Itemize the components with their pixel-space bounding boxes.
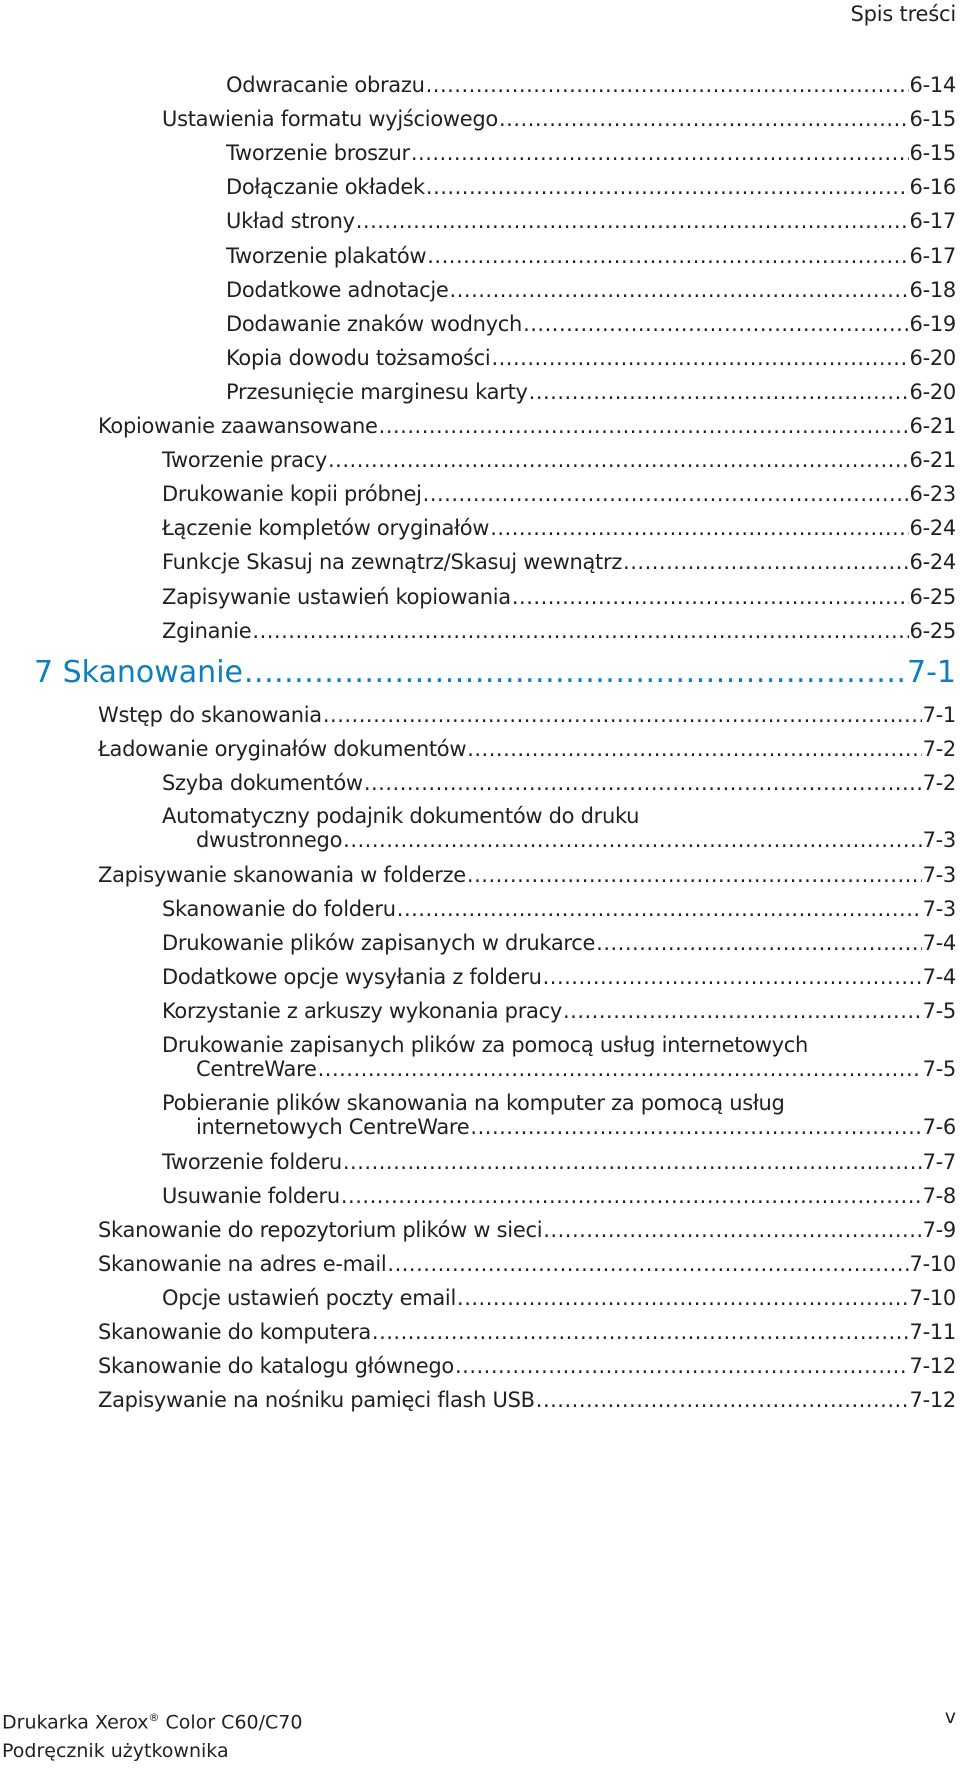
- toc-entry-line: [162, 890, 956, 928]
- toc-entry-line: [162, 1115, 956, 1139]
- toc-entry-title: Ustawienia formatu wyjściowego: [162, 107, 498, 132]
- toc-entry-page: 7-6: [922, 1114, 956, 1139]
- toc-entry-title: Tworzenie folderu: [162, 1149, 342, 1174]
- toc-dot-leader: [470, 1115, 921, 1139]
- toc-entry-line: [226, 168, 956, 206]
- toc-entry-line: [162, 1143, 956, 1181]
- toc-dot-leader: [341, 1177, 922, 1215]
- toc-entry-page: 6-15: [909, 141, 956, 166]
- toc-entry-page: 6-15: [909, 107, 956, 132]
- toc-entry[interactable]: [162, 100, 956, 138]
- toc-dot-leader: [244, 654, 906, 692]
- toc-dot-leader: [467, 730, 921, 768]
- toc-entry-title: Korzystanie z arkuszy wykonania pracy: [162, 999, 562, 1024]
- toc-dot-leader: [491, 339, 908, 377]
- toc-entry[interactable]: [162, 958, 956, 996]
- toc-entry-title: dwustronnego: [196, 828, 343, 853]
- toc-dot-leader: [318, 1057, 922, 1081]
- toc-entry-title: Dołączanie okładek: [226, 175, 425, 200]
- footer-page-number: v: [944, 1706, 956, 1728]
- toc-entry-line: [226, 202, 956, 240]
- toc-entry-line: [226, 237, 956, 275]
- toc-entry-page: 6-21: [909, 414, 956, 438]
- toc-entry-line: [162, 509, 956, 547]
- toc-entry[interactable]: [162, 804, 956, 852]
- toc-entry-line: [162, 828, 956, 852]
- toc-dot-leader: [543, 1211, 921, 1249]
- toc-dot-leader: [450, 271, 909, 309]
- toc-entry-title: Opcje ustawień poczty email: [162, 1285, 457, 1310]
- toc-entry-title: Kopia dowodu tożsamości: [226, 345, 491, 370]
- toc-entry[interactable]: [226, 237, 956, 275]
- toc-entry[interactable]: [162, 1177, 956, 1215]
- toc-entry-page: 6-14: [909, 73, 956, 97]
- toc-dot-leader: [596, 924, 921, 962]
- toc-dot-leader: [343, 828, 921, 852]
- footer-product: [2, 1703, 302, 1766]
- toc-entry-page: 7-2: [922, 736, 956, 761]
- toc-entry-line: [162, 992, 956, 1030]
- toc-entry[interactable]: [162, 578, 956, 616]
- toc-entry-title: Skanowanie do folderu: [162, 897, 396, 922]
- toc-entry[interactable]: [162, 1143, 956, 1181]
- toc-entry-title: Dodatkowe opcje wysyłania z folderu: [162, 965, 542, 990]
- toc-entry-title: internetowych CentreWare: [196, 1114, 470, 1139]
- toc-entry[interactable]: [226, 305, 956, 343]
- toc-dot-leader: [252, 612, 908, 650]
- toc-entry[interactable]: [98, 1347, 956, 1385]
- toc-entry-line: [162, 924, 956, 962]
- toc-entry[interactable]: [226, 373, 956, 411]
- toc-entry-page: 7-7: [922, 1149, 956, 1174]
- toc-entry-title: Ładowanie oryginałów dokumentów: [98, 736, 467, 761]
- toc-entry[interactable]: [162, 1279, 956, 1317]
- toc-entry-page: 6-24: [909, 516, 956, 541]
- toc-entry-title: Funkcje Skasuj na zewnątrz/Skasuj wewnątrz: [162, 550, 623, 575]
- toc-entry-title: Usuwanie folderu: [162, 1183, 340, 1208]
- toc-entry-page: 7-1: [922, 702, 956, 727]
- toc-entry-title: Skanowanie na adres e-mail: [98, 1251, 387, 1276]
- toc-entry-title-line1: Pobieranie plików skanowania na komputer za pomocą usług: [162, 1090, 785, 1115]
- toc-entry-page: 7-12: [909, 1354, 956, 1379]
- toc-entry-page: 6-17: [909, 209, 956, 234]
- toc-dot-leader: [372, 1313, 909, 1351]
- toc-entry-title: 7 Skanowanie: [34, 654, 243, 690]
- footer-product-model: Color C60/C70: [159, 1711, 303, 1734]
- toc-dot-leader: [364, 764, 922, 802]
- toc-entry-title-line1: Drukowanie zapisanych plików za pomocą usług internetowych: [162, 1032, 809, 1057]
- toc-entry[interactable]: [226, 339, 956, 377]
- toc-entry-line: [162, 1177, 956, 1215]
- toc-entry-title: Zginanie: [162, 618, 252, 643]
- toc-entry-page: 6-25: [909, 618, 956, 643]
- toc-entry[interactable]: [162, 543, 956, 581]
- toc-entry[interactable]: [162, 475, 956, 513]
- toc-entry-title: Kopiowanie zaawansowane: [98, 414, 378, 438]
- toc-entry-page: 7-11: [909, 1320, 956, 1344]
- toc-entry-title: Tworzenie pracy: [162, 448, 327, 473]
- toc-entry-line: [98, 730, 956, 768]
- toc-entry-title: Dodawanie znaków wodnych: [226, 311, 523, 336]
- toc-entry[interactable]: [98, 1245, 956, 1283]
- toc-entry-line: [226, 373, 956, 411]
- toc-entry-line: [226, 339, 956, 377]
- toc-entry[interactable]: [226, 66, 956, 104]
- toc-entry[interactable]: [162, 924, 956, 962]
- toc-entry-line: [162, 100, 956, 138]
- toc-dot-leader: [426, 168, 909, 206]
- toc-entry-line: [98, 407, 956, 445]
- toc-entry-page: 6-20: [909, 345, 956, 370]
- toc-entry[interactable]: [98, 1381, 956, 1419]
- toc-entry-title: Zapisywanie ustawień kopiowania: [162, 584, 511, 609]
- toc-entry-line: [162, 764, 956, 802]
- running-header: Spis treści: [850, 2, 956, 26]
- toc-entry-page: 7-10: [909, 1285, 956, 1310]
- toc-entry[interactable]: [162, 1033, 956, 1081]
- toc-entry-line: [162, 1057, 956, 1081]
- toc-entry-line: [226, 66, 956, 104]
- toc-entry-title-line1: Automatyczny podajnik dokumentów do druku: [162, 804, 640, 829]
- toc-dot-leader: [426, 66, 909, 104]
- toc-entry-line: [98, 1347, 956, 1385]
- toc-dot-leader: [423, 475, 909, 513]
- footer-product-line1: [2, 1703, 302, 1737]
- toc-entry-page: 6-21: [909, 448, 956, 473]
- toc-entry-title: Dodatkowe adnotacje: [226, 277, 449, 302]
- toc-entry-line: [162, 612, 956, 650]
- toc-dot-leader: [499, 100, 909, 138]
- toc-entry-line: [162, 475, 956, 513]
- toc-entry[interactable]: [226, 271, 956, 309]
- toc-entry-line: [162, 441, 956, 479]
- toc-entry-line: [98, 1245, 956, 1283]
- toc-entry-title: Drukowanie kopii próbnej: [162, 482, 422, 507]
- toc-entry-title: Skanowanie do katalogu głównego: [98, 1354, 454, 1379]
- toc-entry-page: 7-1: [907, 654, 956, 690]
- footer-product-line2: Podręcznik użytkownika: [2, 1740, 229, 1763]
- toc-dot-leader: [455, 1347, 909, 1385]
- toc-entry-page: 7-5: [922, 1056, 956, 1081]
- toc-entry-page: 6-17: [909, 243, 956, 268]
- toc-entry-title: Układ strony: [226, 209, 355, 234]
- toc-entry-title: Drukowanie plików zapisanych w drukarce: [162, 931, 596, 956]
- toc-dot-leader: [529, 373, 909, 411]
- toc-entry-page: 6-19: [909, 311, 956, 336]
- toc-dot-leader: [523, 305, 908, 343]
- toc-entry-page: 7-12: [909, 1388, 956, 1413]
- toc-entry[interactable]: [98, 856, 956, 894]
- toc-entry-line: [98, 1313, 956, 1351]
- toc-entry-page: 7-8: [922, 1183, 956, 1208]
- toc-entry-page: 6-16: [909, 175, 956, 200]
- toc-entry[interactable]: [98, 407, 956, 445]
- footer-product-brand: Drukarka Xerox: [2, 1711, 149, 1734]
- toc-entry[interactable]: [98, 730, 956, 768]
- toc-dot-leader: [387, 1245, 908, 1283]
- toc-entry-title: Przesunięcie marginesu karty: [226, 379, 528, 404]
- toc-entry-title: Zapisywanie skanowania w folderze: [98, 863, 466, 888]
- toc-entry-page: 6-18: [909, 277, 956, 302]
- toc-dot-leader: [427, 237, 908, 275]
- toc-entry-title: CentreWare: [196, 1056, 317, 1081]
- toc-entry-line: [162, 958, 956, 996]
- toc-entry-page: 7-9: [922, 1217, 956, 1242]
- toc-entry[interactable]: [226, 168, 956, 206]
- toc-entry-line: [98, 856, 956, 894]
- toc-entry[interactable]: [162, 1091, 956, 1139]
- toc-entry[interactable]: [162, 441, 956, 479]
- toc-dot-leader: [543, 958, 922, 996]
- toc-entry-page: 7-5: [922, 999, 956, 1024]
- toc-chapter-entry[interactable]: [34, 654, 956, 692]
- toc-entry-page: 7-3: [922, 828, 956, 853]
- toc-entry-title: Skanowanie do repozytorium plików w sieci: [98, 1217, 543, 1242]
- toc-entry-page: 6-24: [909, 550, 956, 575]
- toc-entry-page: 6-20: [909, 379, 956, 404]
- toc-entry-line: [162, 543, 956, 581]
- toc-entry-title: Wstęp do skanowania: [98, 702, 322, 727]
- toc-entry[interactable]: [226, 202, 956, 240]
- toc-entry[interactable]: [98, 1211, 956, 1249]
- toc-entry-title: Odwracanie obrazu: [226, 73, 425, 97]
- toc-entry-line: [98, 1211, 956, 1249]
- toc-entry-title: Tworzenie plakatów: [226, 243, 427, 268]
- toc-entry-line: [162, 578, 956, 616]
- toc-entry[interactable]: [98, 696, 956, 734]
- registered-mark: ®: [148, 1711, 160, 1724]
- toc-entry[interactable]: [162, 509, 956, 547]
- toc-entry-page: 7-3: [922, 897, 956, 922]
- toc-entry-line: [98, 696, 956, 734]
- toc-dot-leader: [328, 441, 909, 479]
- toc-entry-title: Szyba dokumentów: [162, 771, 363, 795]
- toc-entry-page: 7-3: [922, 863, 956, 888]
- toc-dot-leader: [411, 134, 909, 172]
- toc-entry-page: 7-10: [909, 1251, 956, 1276]
- toc-dot-leader: [467, 856, 922, 894]
- toc-entry-title: Łączenie kompletów oryginałów: [162, 516, 490, 541]
- toc-entry[interactable]: [98, 1313, 956, 1351]
- toc-dot-leader: [490, 509, 908, 547]
- toc-entry-line: [34, 654, 956, 692]
- toc-entry[interactable]: [162, 992, 956, 1030]
- toc-entry-title: Tworzenie broszur: [226, 141, 410, 166]
- toc-entry-line: [98, 1381, 956, 1419]
- toc-entry-page: 6-25: [909, 584, 956, 609]
- toc-dot-leader: [343, 1143, 922, 1181]
- toc-dot-leader: [536, 1381, 909, 1419]
- toc-entry[interactable]: [226, 134, 956, 172]
- toc-dot-leader: [512, 578, 909, 616]
- toc-dot-leader: [323, 696, 922, 734]
- toc-dot-leader: [356, 202, 909, 240]
- toc-entry-page: 7-4: [922, 931, 956, 956]
- toc-dot-leader: [457, 1279, 909, 1317]
- toc-entry-line: [162, 1279, 956, 1317]
- toc-dot-leader: [563, 992, 922, 1030]
- toc-entry-line: [226, 271, 956, 309]
- toc-entry[interactable]: [162, 612, 956, 650]
- toc-dot-leader: [397, 890, 922, 928]
- toc-entry-page: 7-2: [922, 771, 956, 795]
- toc-entry-title: Skanowanie do komputera: [98, 1320, 371, 1344]
- toc-entry-line: [226, 134, 956, 172]
- toc-dot-leader: [623, 543, 908, 581]
- toc-entry-title: Zapisywanie na nośniku pamięci flash USB: [98, 1388, 535, 1413]
- toc-entry[interactable]: [162, 890, 956, 928]
- toc-entry[interactable]: [162, 764, 956, 802]
- toc-dot-leader: [379, 407, 909, 445]
- toc-entry-line: [226, 305, 956, 343]
- toc-entry-page: 7-4: [922, 965, 956, 990]
- toc-entry-page: 6-23: [909, 482, 956, 507]
